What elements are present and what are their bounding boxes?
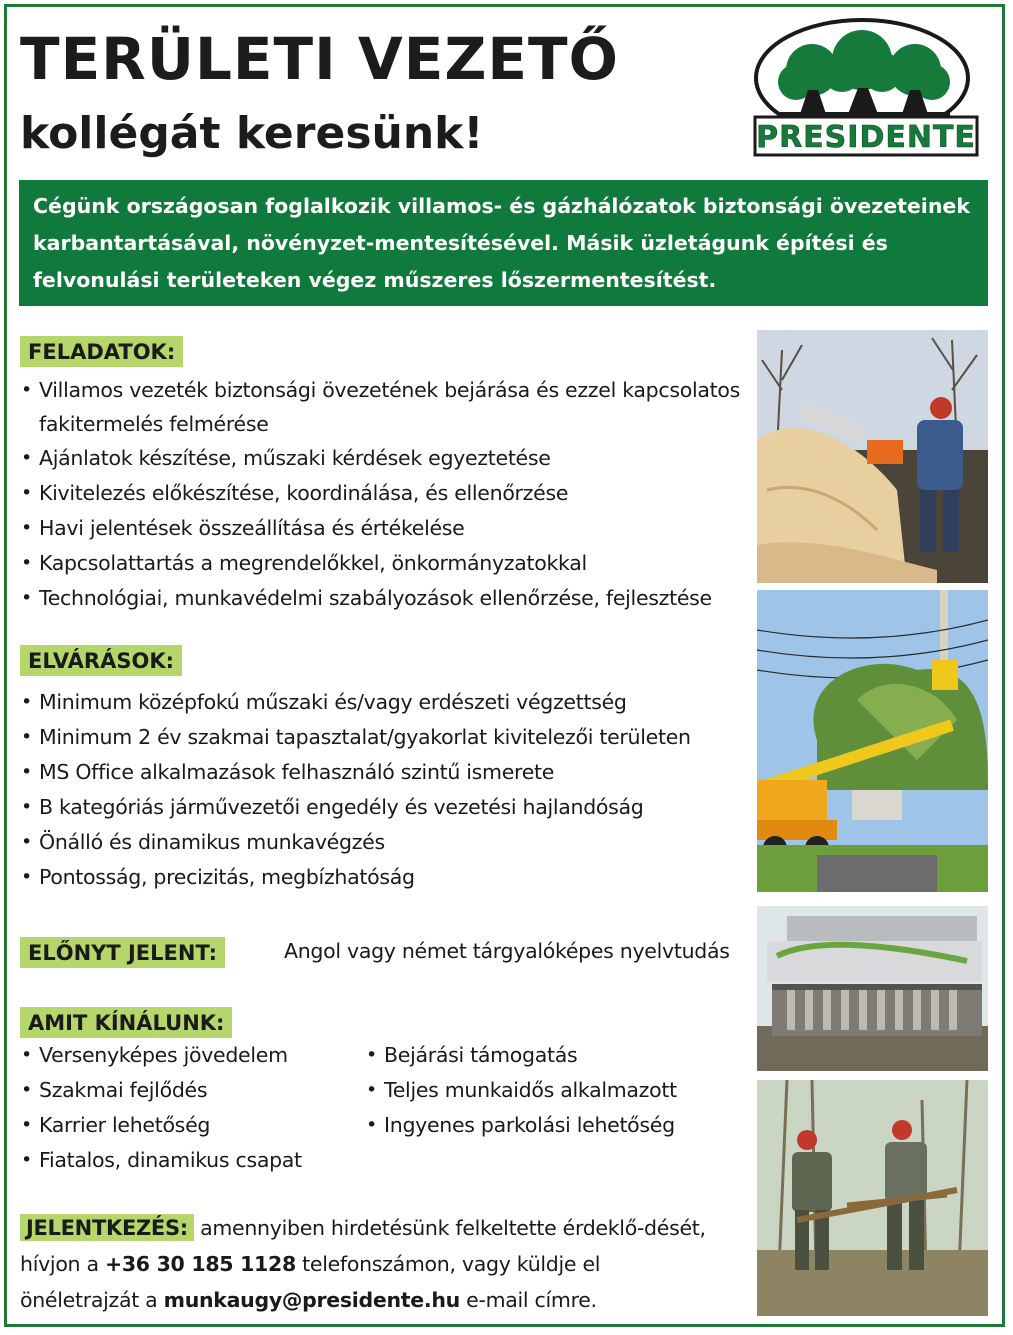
list-item: • Pontosság, precizitás, megbízhatóság (21, 865, 415, 889)
advantage-text: Angol vagy német tárgyalóképes nyelvtudás (284, 939, 730, 963)
list-item: • Bejárási támogatás (366, 1043, 578, 1067)
page-title: TERÜLETI VEZETŐ (20, 25, 619, 93)
email-address[interactable]: munkaugy@presidente.hu (163, 1288, 460, 1312)
contact-text: telefonszámon, vagy küldje el önéletrajzát a (20, 1252, 601, 1312)
presidente-logo (750, 14, 982, 164)
photo-lift-truck (757, 590, 988, 892)
contact-text: e-mail címre. (459, 1288, 597, 1312)
photo-chainsaw-worker (757, 330, 988, 583)
list-item: • Karrier lehetőség (21, 1113, 211, 1137)
list-item: • Havi jelentések összeállítása és értékelése (21, 516, 465, 540)
list-item: • Kivitelezés előkészítése, koordinálása, és ellenőrzése (21, 481, 569, 505)
offer-list-left (20, 1038, 360, 1178)
list-item: • B kategóriás járművezetői engedély és vezetési hajlandóság (21, 795, 644, 819)
list-item: • Technológiai, munkavédelmi szabályozások ellenőrzése, fejlesztése (21, 586, 712, 610)
requirements-heading: ELVÁRÁSOK: (20, 645, 182, 676)
list-item: • MS Office alkalmazások felhasználó szintű ismerete (21, 760, 555, 784)
phone-number[interactable]: +36 30 185 1128 (104, 1252, 296, 1276)
list-item: • Kapcsolattartás a megrendelőkkel, önkormányzatokkal (21, 551, 587, 575)
offer-list-right (365, 1038, 725, 1143)
list-item: • Ajánlatok készítése, műszaki kérdések egyeztetése (21, 446, 551, 470)
logo-text: PRESIDENTE (756, 120, 976, 155)
contact-paragraph (20, 1210, 720, 1318)
list-item: • Minimum 2 év szakmai tapasztalat/gyakorlat kivitelezői területen (21, 725, 691, 749)
list-item: • Versenyképes jövedelem (21, 1043, 288, 1067)
tasks-heading: FELADATOK: (20, 336, 183, 367)
offer-heading: AMIT KÍNÁLUNK: (20, 1007, 232, 1038)
list-item: • Villamos vezeték biztonsági övezetének bejárása és ezzel kapcsolatos fakitermelés felmérése (21, 378, 740, 436)
intro-box: Cégünk országosan foglalkozik villamos- és gázhálózatok biztonsági övezeteinek karbantartásával, növényzet-mentesítésével. Másik üzletágunk építési és felvonulási területeken végez műszeres lőszermentesítést. (19, 180, 988, 306)
photo-mulcher (757, 906, 988, 1071)
page-subtitle: kollégát keresünk! (20, 108, 484, 159)
contact-heading: JELENTKEZÉS: (20, 1214, 194, 1241)
list-item: • Fiatalos, dinamikus csapat (21, 1148, 302, 1172)
advantage-heading: ELŐNYT JELENT: (20, 937, 225, 968)
list-item: • Ingyenes parkolási lehetőség (366, 1113, 675, 1137)
list-item: • Minimum középfokú műszaki és/vagy erdészeti végzettség (21, 690, 627, 714)
list-item: • Szakmai fejlődés (21, 1078, 208, 1102)
tasks-list (20, 373, 760, 616)
requirements-list (20, 685, 760, 895)
contact-text: amennyiben hirdetésünk felkeltette érdeklő-dését, hívjon a (20, 1216, 706, 1276)
list-item: • Önálló és dinamikus munkavégzés (21, 830, 385, 854)
photo-forestry-workers (757, 1080, 988, 1316)
list-item: • Teljes munkaidős alkalmazott (366, 1078, 677, 1102)
